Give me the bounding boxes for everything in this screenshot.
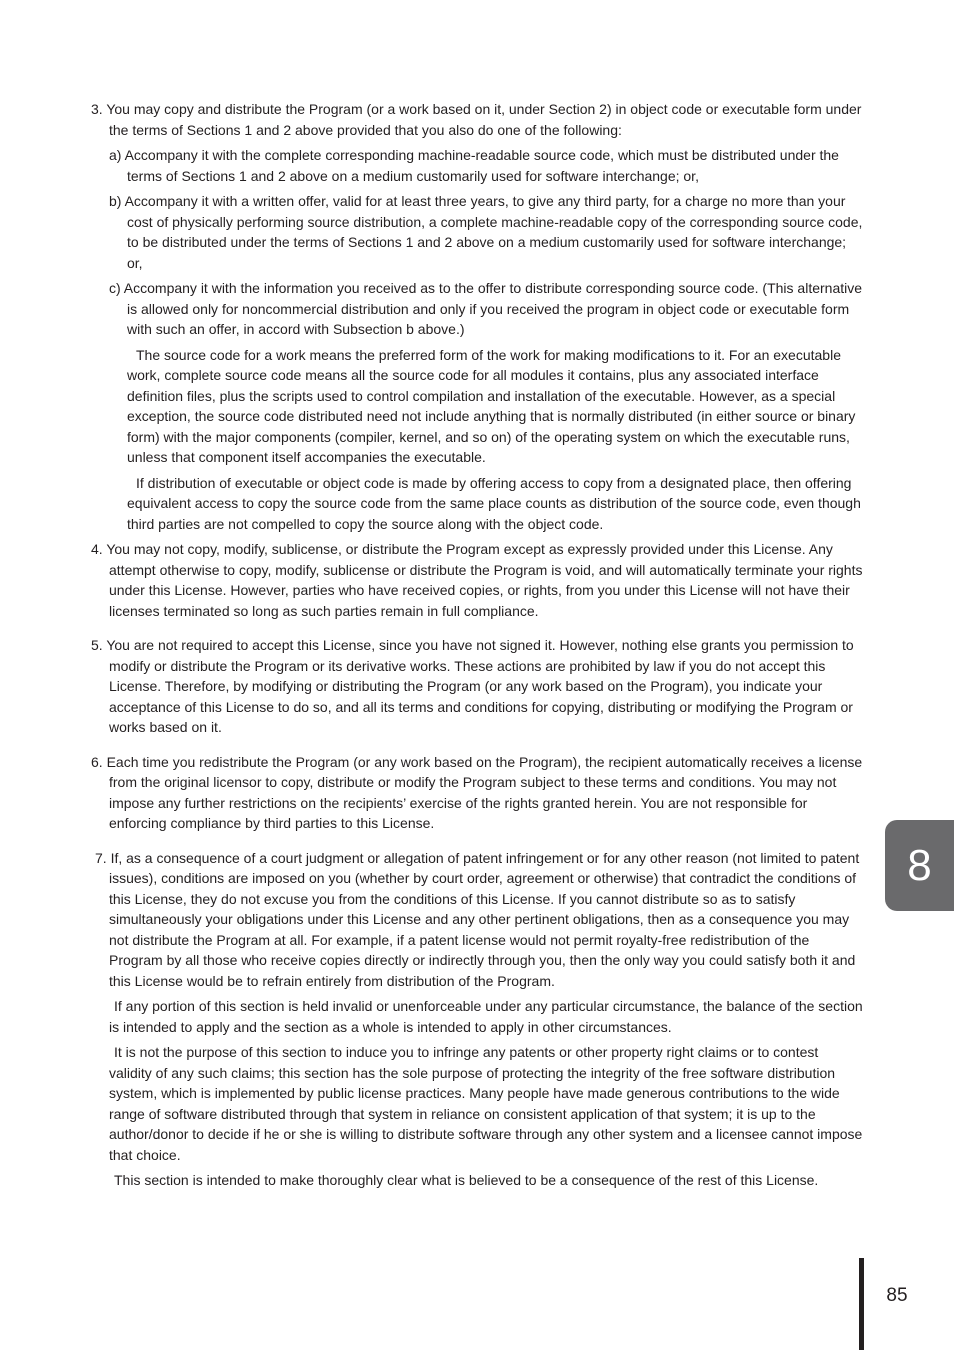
page-number: 85 xyxy=(886,1285,908,1306)
section-7-invalid-portion-paragraph: If any portion of this section is held invalid or unenforceable under any particular circumstance, the balance of the section is intended to apply and the section as a whole is intended to apply in other circumstances. xyxy=(109,998,863,1035)
section-3-source-code-paragraph: The source code for a work means the preferred form of the work for making modifications to it. For an executable work, complete source code means all the source code for all modules it contains, plus any associated interface definition files, plus the scripts used to control compilation and installation of the executable. However, as a special exception, the source code distributed need not include anything that is normally distributed (in either source or binary form) with the major components (compiler, kernel, and so on) of the operating system on which the executable runs, unless that component itself accompanies the executable. xyxy=(127,346,856,465)
section-3-distribution-paragraph: If distribution of executable or object code is made by offering access to copy from a designated place, then offering equivalent access to copy the source code from the same place counts as distribution of the source code, even though third parties are not compelled to copy the source along with the object code. xyxy=(127,474,861,532)
page-number-divider xyxy=(859,1258,864,1350)
section-3a-text: a) Accompany it with the complete corresponding machine-readable source code, which must be distributed under the terms of Sections 1 and 2 above on a medium customarily used for software interchange; or, xyxy=(109,147,839,184)
section-7-clarification-paragraph: This section is intended to make thoroughly clear what is believed to be a consequence of the rest of this License. xyxy=(114,1172,819,1188)
section-6-text: 6. Each time you redistribute the Program (or any work based on the Program), the recipient automatically receives a license from the original licensor to copy, distribute or modify the Program subject to these terms and conditions. You may not impose any further restrictions on the recipients’ exercise of the rights granted herein. You are not responsible for enforcing compliance by third parties to this License. xyxy=(91,753,863,831)
section-3c-text: c) Accompany it with the information you received as to the offer to distribute corresponding source code. (This alternative is allowed only for noncommercial distribution and only if you received the program in object code or executable form with such an offer, in accord with Subsection b above.) xyxy=(109,280,863,337)
section-3b-text: b) Accompany it with a written offer, valid for at least three years, to give any third party, for a charge no more than your cost of physically performing source distribution, a complete machine-readable copy of the corresponding source code, to be distributed under the terms of Sections 1 and 2 above on a medium customarily used for software interchange; or, xyxy=(109,193,863,271)
section-5-text: 5. You are not required to accept this License, since you have not signed it. However, nothing else grants you permission to modify or distribute the Program or its derivative works. These actions are prohibited by law if you do not accept this License. Therefore, by modifying or distributing the Program (or any work based on the Program), you indicate your acceptance of this License to do so, and all its terms and conditions for copying, distributing or modifying the Program or works based on it. xyxy=(91,637,854,735)
section-7-text: 7. If, as a consequence of a court judgment or allegation of patent infringement or for any other reason (not limited to patent issues), conditions are imposed on you (whether by court order, agreement or otherwise) that contradict the conditions of this License, they do not excuse you from the conditions of this License. If you cannot distribute so as to satisfy simultaneously your obligations under this License and any other pertinent obligations, then as a consequence you may not distribute the Program at all. For example, if a patent license would not permit royalty-free redistribution of the Program by all those who receive copies directly or indirectly through you, then the only way you could satisfy both it and this License would be to refrain entirely from distribution of the Program. xyxy=(95,849,860,989)
license-text xyxy=(91,99,863,1191)
section-4-text: 4. You may not copy, modify, sublicense, or distribute the Program except as expressly provided under this License. Any attempt otherwise to copy, modify, sublicense or distribute the Program is void, and will automatically terminate your rights under this License. However, parties who have received copies, or rights, from you under this License will not have their licenses terminated so long as such parties remain in full compliance. xyxy=(91,541,863,619)
chapter-tab: 8 xyxy=(885,820,954,911)
section-3-text: 3. You may copy and distribute the Program (or a work based on it, under Section 2) in object code or executable form under the terms of Sections 1 and 2 above provided that you also do one of the following: xyxy=(91,101,862,138)
section-7-purpose-paragraph: It is not the purpose of this section to induce you to infringe any patents or other property right claims or to contest validity of any such claims; this section has the sole purpose of protecting the integrity of the free software distribution system, which is implemented by public license practices. Many people have made generous contributions to the wide range of software distributed through that system in reliance on consistent application of that system; it is up to the author/donor to decide if he or she is willing to distribute software through any other system and a licensee cannot impose that choice. xyxy=(109,1044,863,1163)
